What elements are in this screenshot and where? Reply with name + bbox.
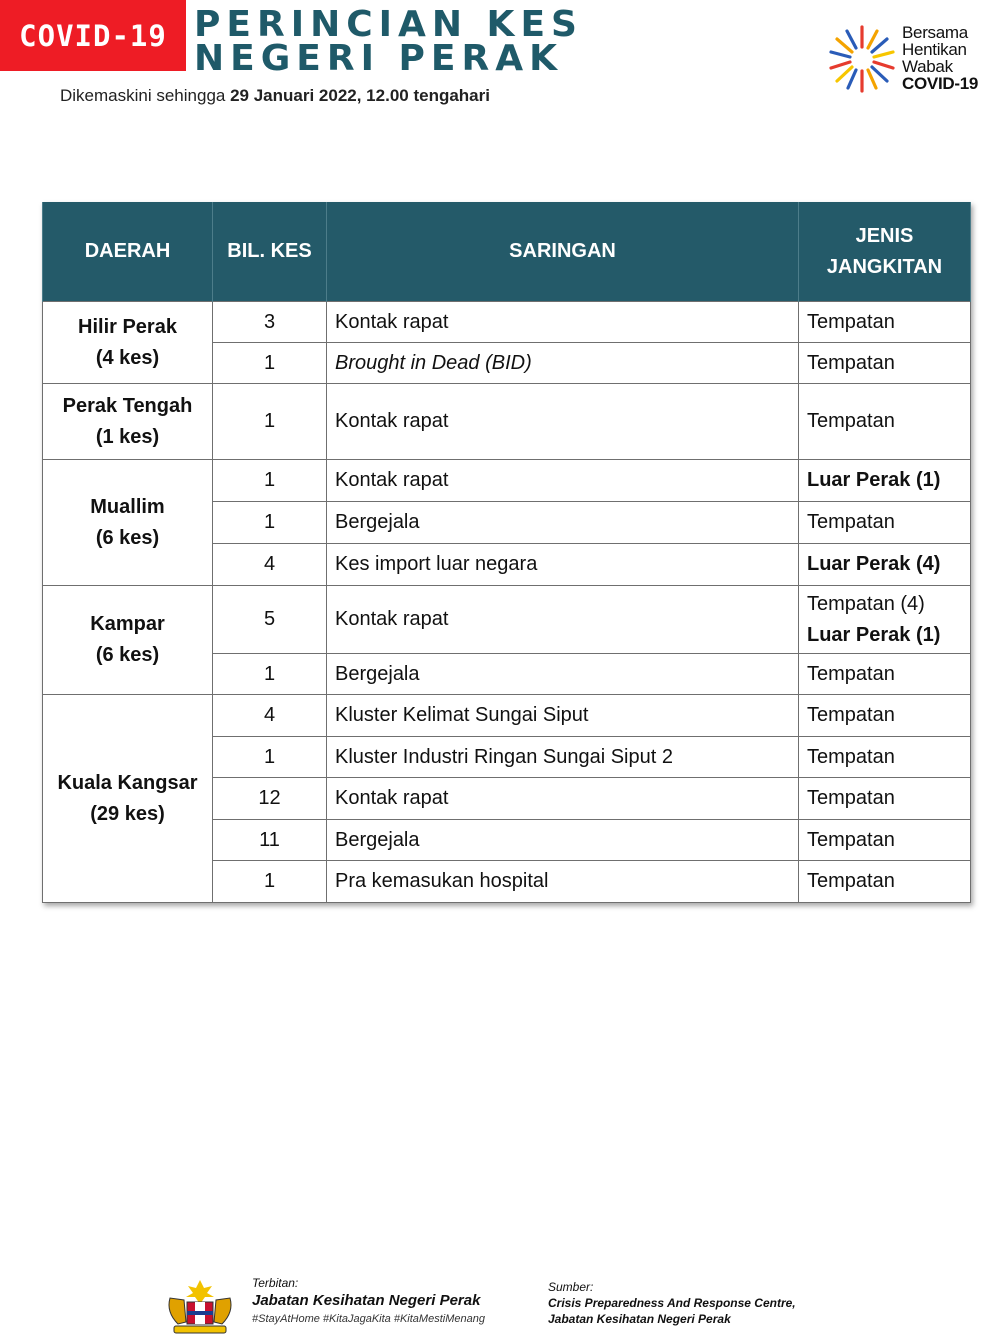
screening-cell: Kluster Industri Ringan Sungai Siput 2 [327, 737, 799, 778]
district-cell [43, 302, 213, 384]
publisher-name: Jabatan Kesihatan Negeri Perak [252, 1292, 481, 1309]
page-title-line1: PERINCIAN KES [194, 4, 583, 45]
case-table [42, 202, 971, 903]
screening-cell: Bergejala [327, 820, 799, 861]
district-name: Kuala Kangsar [57, 771, 198, 794]
source-label: Sumber: [548, 1280, 594, 1294]
screening-cell: Kontak rapat [327, 778, 799, 820]
type-cell: Tempatan [799, 695, 971, 737]
screening-cell: Kontak rapat [327, 586, 799, 654]
type-line: Luar Perak (1) [807, 623, 941, 646]
table-row [43, 384, 971, 460]
source-line: Crisis Preparedness And Response Centre, [548, 1296, 796, 1310]
header-type-line2: JANGKITAN [826, 255, 943, 278]
page-title-line2: NEGERI PERAK [194, 38, 563, 79]
type-cell: Luar Perak (1) [799, 460, 971, 502]
count-cell: 1 [213, 737, 327, 778]
campaign-slogan [902, 24, 978, 92]
screening-cell: Pra kemasukan hospital [327, 861, 799, 903]
malaysia-coat-of-arms-icon [160, 1278, 240, 1336]
table-header-row [43, 202, 971, 302]
page-title [194, 4, 583, 79]
district-cell [43, 586, 213, 695]
type-cell: Tempatan [799, 820, 971, 861]
source-line: Jabatan Kesihatan Negeri Perak [548, 1312, 731, 1326]
screening-cell: Bergejala [327, 654, 799, 695]
count-cell: 1 [213, 384, 327, 460]
count-cell: 1 [213, 343, 327, 384]
table-row [43, 302, 971, 343]
district-name: Kampar [90, 613, 165, 635]
type-cell: Tempatan [799, 343, 971, 384]
update-timestamp [60, 86, 490, 106]
type-line: Tempatan (4) [807, 592, 925, 615]
slogan-line: Hentikan [902, 40, 967, 59]
screening-cell: Kes import luar negara [327, 544, 799, 586]
district-total: (29 kes) [90, 802, 165, 825]
header-district: DAERAH [43, 202, 213, 302]
campaign-logo [826, 18, 996, 100]
district-cell [43, 695, 213, 903]
type-cell: Tempatan [799, 861, 971, 903]
type-cell: Tempatan [799, 778, 971, 820]
slogan-line: Wabak [902, 57, 953, 76]
screening-cell: Kontak rapat [327, 302, 799, 343]
covid-badge: COVID-19 [0, 0, 186, 71]
count-cell: 1 [213, 654, 327, 695]
district-total: (6 kes) [95, 526, 160, 549]
count-cell: 5 [213, 586, 327, 654]
type-cell: Tempatan [799, 384, 971, 460]
count-cell: 4 [213, 695, 327, 737]
count-cell: 11 [213, 820, 327, 861]
slogan-line: Bersama [902, 23, 968, 42]
type-cell [799, 586, 971, 654]
screening-cell: Kontak rapat [327, 384, 799, 460]
header-screening: SARINGAN [327, 202, 799, 302]
publisher-label: Terbitan: [252, 1276, 299, 1290]
district-total: (6 kes) [95, 644, 160, 666]
count-cell: 1 [213, 861, 327, 903]
district-name: Perak Tengah [62, 394, 193, 417]
slogan-line: COVID-19 [902, 74, 979, 93]
header-count: BIL. KES [213, 202, 327, 302]
table-row [43, 586, 971, 654]
count-cell: 4 [213, 544, 327, 586]
type-cell: Luar Perak (4) [799, 544, 971, 586]
screening-cell: Kontak rapat [327, 460, 799, 502]
screening-cell: Brought in Dead (BID) [327, 343, 799, 384]
hashtags: #StayAtHome #KitaJagaKita #KitaMestiMenang [252, 1313, 485, 1325]
district-name: Muallim [90, 495, 165, 518]
district-name: Hilir Perak [78, 315, 177, 338]
count-cell: 3 [213, 302, 327, 343]
count-cell: 1 [213, 460, 327, 502]
header-type-line1: JENIS [855, 224, 914, 247]
covid-campaign-burst-icon [826, 18, 898, 100]
publisher-block [252, 1276, 485, 1325]
district-cell [43, 460, 213, 586]
screening-cell: Kluster Kelimat Sungai Siput [327, 695, 799, 737]
screening-cell: Bergejala [327, 502, 799, 544]
district-cell [43, 384, 213, 460]
table-row [43, 460, 971, 502]
table-row [43, 695, 971, 737]
update-prefix: Dikemaskini sehingga [60, 86, 231, 105]
count-cell: 1 [213, 502, 327, 544]
district-total: (4 kes) [95, 346, 160, 369]
update-date: 29 Januari 2022, 12.00 tengahari [230, 86, 490, 105]
source-block [548, 1280, 796, 1326]
header-type [799, 202, 971, 302]
type-cell: Tempatan [799, 302, 971, 343]
type-cell: Tempatan [799, 654, 971, 695]
type-cell: Tempatan [799, 502, 971, 544]
type-cell: Tempatan [799, 737, 971, 778]
count-cell: 12 [213, 778, 327, 820]
district-total: (1 kes) [95, 425, 160, 448]
